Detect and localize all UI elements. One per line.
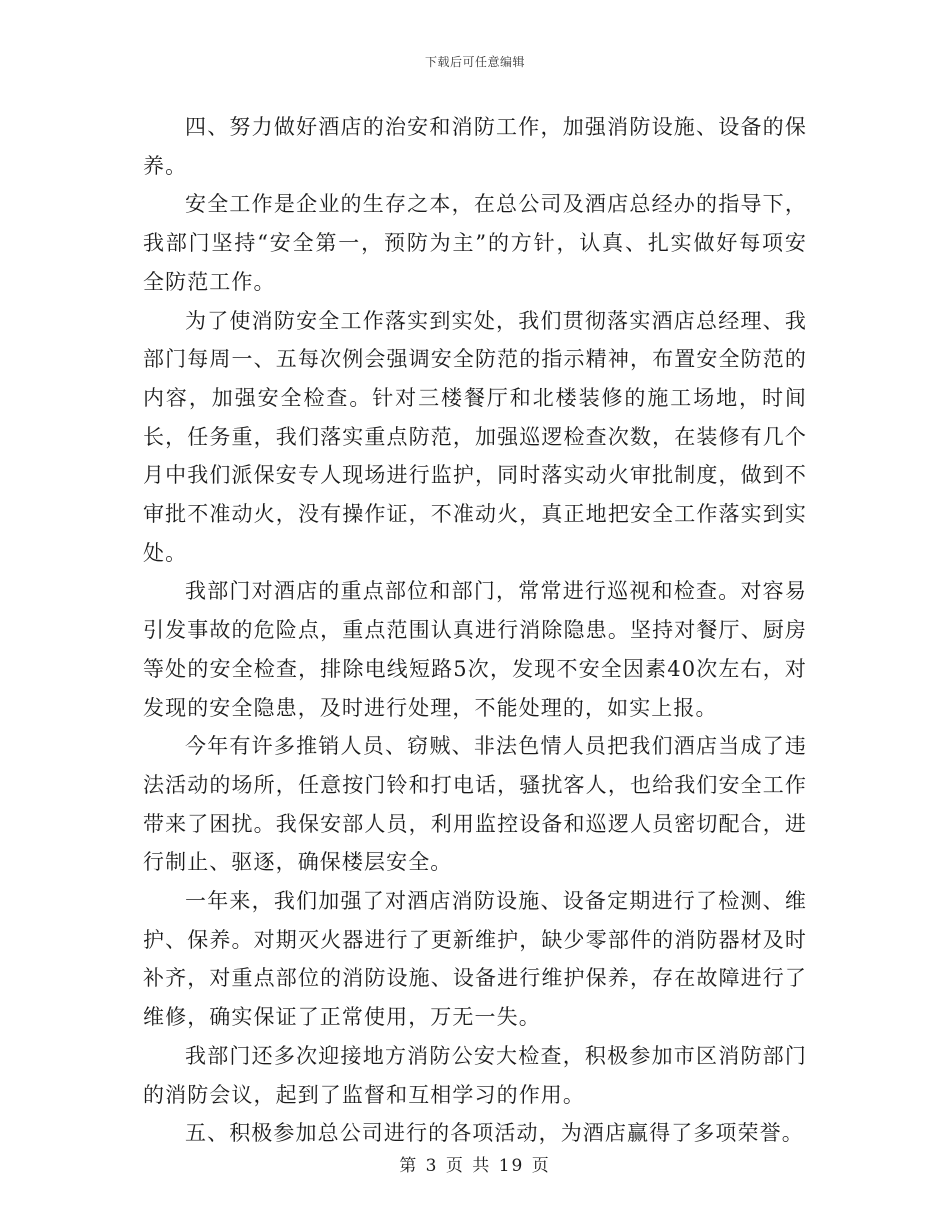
paragraph-section-four-heading: 四、努力做好酒店的治安和消防工作，加强消防设施、设备的保养。 bbox=[143, 115, 807, 178]
page-header-note: 下载后可任意编辑 bbox=[424, 55, 525, 69]
paragraph-equipment-maintenance: 一年来，我们加强了对酒店消防设施、设备定期进行了检测、维护、保养。对期灭火器进行了更新维护，缺少零部件的消防器材及时补齐，对重点部位的消防设施、设备进行维护保养，存在故障进行了维修，确实保证了正常使用，万无一失。 bbox=[143, 889, 807, 1030]
document-body bbox=[143, 108, 807, 1153]
paragraph-section-five-heading: 五、积极参加总公司进行的各项活动，为酒店赢得了多项荣誉。 bbox=[185, 1121, 804, 1146]
paragraph-illegal-activities: 今年有许多推销人员、窃贼、非法色情人员把我们酒店当成了违法活动的场所，任意按门铃和打电话，骚扰客人，也给我们安全工作带来了困扰。我保安部人员，利用监控设备和巡逻人员密切配合，进行制止、驱逐，确保楼层安全。 bbox=[143, 734, 807, 875]
paragraph-inspections: 我部门对酒店的重点部位和部门，常常进行巡视和检查。对容易引发事故的危险点，重点范围认真进行消除隐患。坚持对餐厅、厨房等处的安全检查，排除电线短路5次，发现不安全因素40次左右，对发现的安全隐患，及时进行处理，不能处理的，如实上报。 bbox=[143, 579, 807, 720]
paragraph-fire-inspection-meetings: 我部门还多次迎接地方消防公安大检查，积极参加市区消防部门的消防会议，起到了监督和互相学习的作用。 bbox=[143, 1043, 807, 1107]
page-number-footer: 第 3 页 共 19 页 bbox=[399, 1156, 551, 1176]
paragraph-fire-safety-implementation: 为了使消防安全工作落实到实处，我们贯彻落实酒店总经理、我部门每周一、五每次例会强调安全防范的指示精神，布置安全防范的内容，加强安全检查。针对三楼餐厅和北楼装修的施工场地，时间长，任务重，我们落实重点防范，加强巡逻检查次数，在装修有几个月中我们派保安专人现场进行监护，同时落实动火审批制度，做到不审批不准动火，没有操作证，不准动火，真正地把安全工作落实到实处。 bbox=[143, 308, 807, 565]
paragraph-safety-policy: 安全工作是企业的生存之本，在总公司及酒店总经办的指导下，我部门坚持“安全第一，预防为主”的方针，认真、扎实做好每项安全防范工作。 bbox=[143, 192, 807, 294]
